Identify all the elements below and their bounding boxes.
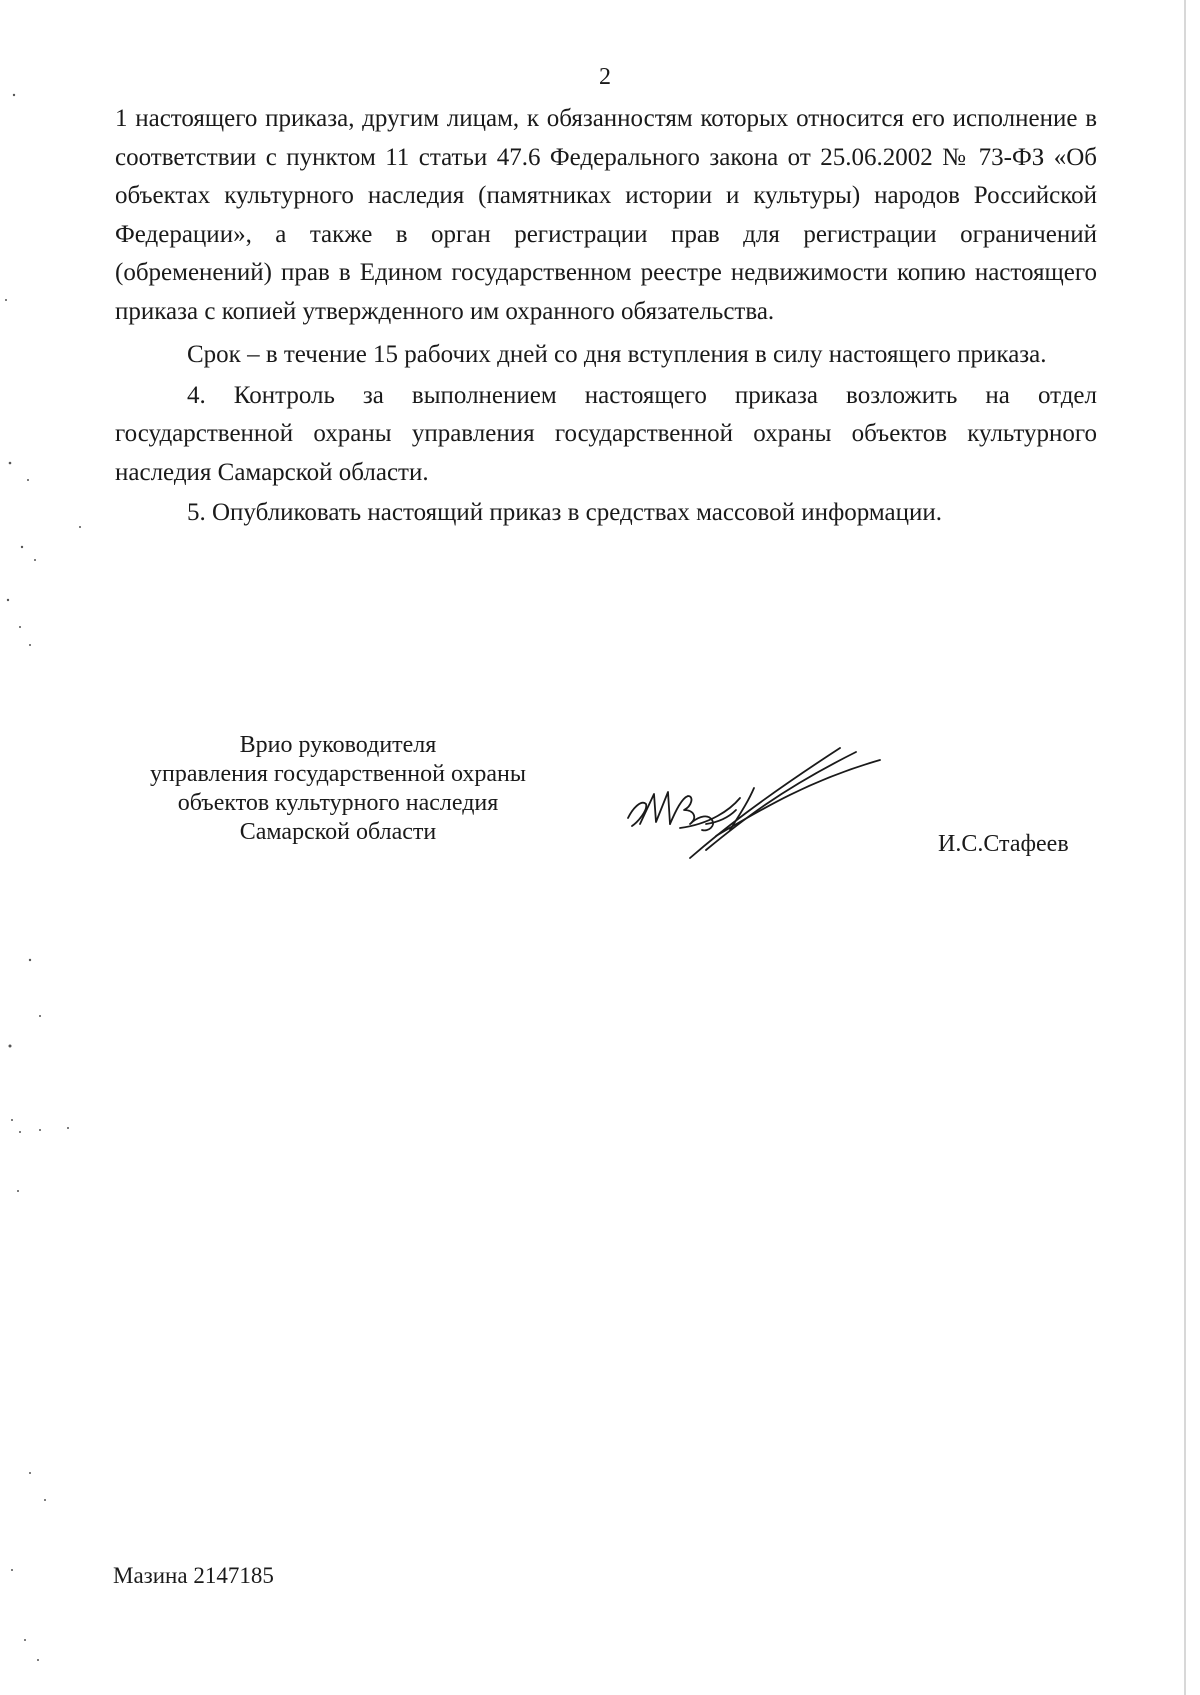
signer-title [118, 731, 558, 847]
signer-title-line: объектов культурного наследия [177, 790, 499, 816]
signer-title-line: Врио руководителя [239, 732, 437, 758]
signer-title-line: управления государственной охраны [150, 761, 526, 787]
scan-specks [0, 0, 130, 1695]
signer-name: И.С.Стафеев [938, 831, 1069, 857]
paragraph-item-4: 4. Контроль за выполнением настоящего приказа возложить на отдел государственной охраны управления государственной охраны объектов культурного наследия Самарской области. [115, 381, 1097, 486]
body-text [115, 100, 1097, 533]
page-edge-line [1184, 0, 1186, 1695]
paragraph-deadline: Срок – в течение 15 рабочих дней со дня вступления в силу настоящего приказа. [187, 341, 1047, 368]
handwritten-signature [620, 740, 900, 870]
paragraph-continuation: 1 настоящего приказа, другим лицам, к обязанностям которых относится его исполнение в соответствии с пунктом 11 статьи 47.6 Федерального закона от 25.06.2002 № 73-ФЗ «Об объектах культурного наследия (памятниках истории и культуры) народов Российской Федерации», а также в орган регистрации прав для регистрации ограничений (обременений) прав в Едином государственном реестре недвижимости копию настоящего приказа с копией утвержденного им охранного обязательства. [115, 105, 1097, 325]
page-number: 2 [599, 64, 611, 90]
signer-title-line: Самарской области [239, 819, 437, 845]
executor-note: Мазина 2147185 [113, 1563, 274, 1588]
paragraph-item-5: 5. Опубликовать настоящий приказ в средствах массовой информации. [187, 499, 943, 526]
